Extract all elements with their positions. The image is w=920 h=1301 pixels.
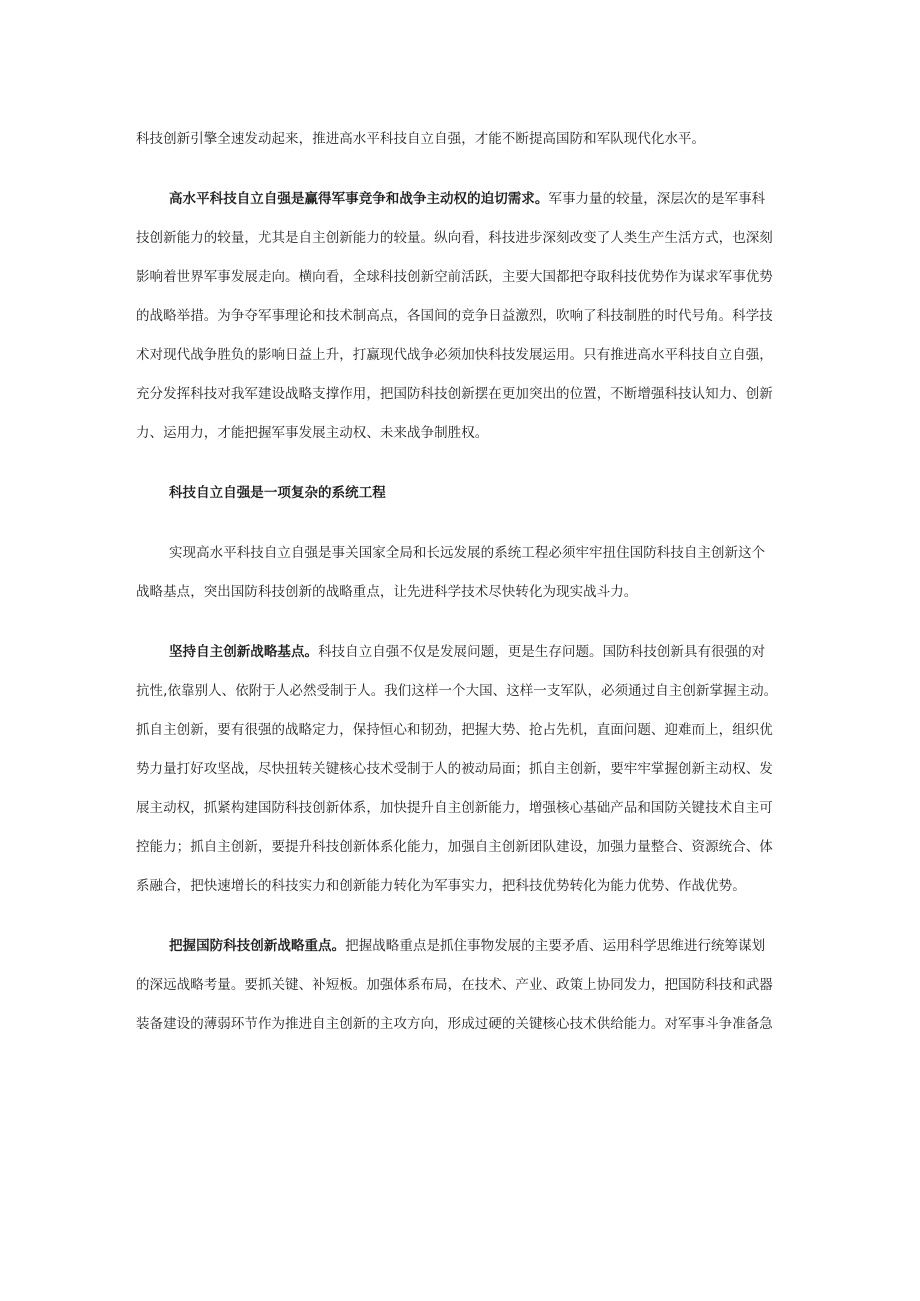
text-line: 科技创新引擎全速发动起来，推进高水平科技自立自强，才能不断提高国防和军队现代化水平。	[136, 131, 706, 147]
paragraph	[136, 534, 796, 612]
paragraph-lead: 高水平科技自立自强是赢得军事竞争和战争主动权的迫切需求。	[169, 191, 549, 207]
text-line: 战略基点，突出国防科技创新的战略重点，让先进科学技术尽快转化为现实战斗力。	[136, 584, 638, 600]
text-line: 抗性,依靠别人、依附于人必然受制于人。我们这样一个大国、这样一支军队，必须通过自主创新掌握主动。	[136, 683, 778, 699]
text-line: 系融合，把快速增长的科技实力和创新能力转化为军事实力，把科技优势转化为能力优势、作战优势。	[136, 878, 746, 894]
text-line: 展主动权，抓紧构建国防科技创新体系，加快提升自主创新能力，增强核心基础产品和国防关键技术自主可	[136, 800, 773, 816]
text-line: 控能力；抓自主创新，要提升科技创新体系化能力，加强自主创新团队建设，加强力量整合、资源统合、体	[136, 839, 773, 855]
text-span: 军事力量的较量，深层次的是军事科	[548, 191, 766, 207]
text-line: 影响着世界军事发展走向。横向看，全球科技创新空前活跃，主要大国都把夺取科技优势作为谋求军事优势	[136, 269, 773, 285]
text-line: 术对现代战争胜负的影响日益上升，打赢现代战争必须加快科技发展运用。只有推进高水平科技自立自强，	[136, 347, 773, 363]
text-line: 技创新能力的较量，尤其是自主创新能力的较量。纵向看，科技进步深刻改变了人类生产生活方式，也深刻	[136, 230, 773, 246]
document-body	[136, 120, 796, 1044]
text-line: 势力量打好攻坚战，尽快扭转关键核心技术受制于人的被动局面；抓自主创新，要牢牢掌握创新主动权、发	[136, 761, 773, 777]
text-line	[136, 180, 796, 219]
text-line: 装备建设的薄弱环节作为推进自主创新的主攻方向，形成过硬的关键核心技术供给能力。对军事斗争准备急	[136, 1016, 773, 1032]
paragraph	[136, 180, 796, 453]
text-line: 抓自主创新，要有很强的战略定力，保持恒心和韧劲，把握大势、抢占先机，直面问题、迎难而上，组织优	[136, 722, 773, 738]
section-heading: 科技自立自强是一项复杂的系统工程	[169, 485, 386, 501]
text-line: 实现高水平科技自立自强是事关国家全局和长远发展的系统工程必须牢牢扭住国防科技自主创新这个	[169, 545, 766, 561]
paragraph-lead: 坚持自主创新战略基点。	[169, 644, 319, 660]
text-span: 把握战略重点是抓住事物发展的主要矛盾、运用科学思维进行统筹谋划	[345, 938, 766, 954]
text-line: 的战略举措。为争夺军事理论和技术制高点，各国间的竞争日益激烈，吹响了科技制胜的时代号角。科学技	[136, 308, 773, 324]
text-line: 充分发挥科技对我军建设战略支撑作用，把国防科技创新摆在更加突出的位置，不断增强科技认知力、创新	[136, 386, 773, 402]
paragraph	[136, 120, 796, 159]
text-line	[136, 633, 796, 672]
paragraph-lead: 把握国防科技创新战略重点。	[169, 938, 346, 954]
text-line	[136, 927, 796, 966]
text-span: 科技自立自强不仅是发展问题，更是生存问题。国防科技创新具有很强的对	[318, 644, 766, 660]
paragraph	[136, 927, 796, 1044]
paragraph	[136, 633, 796, 906]
text-line: 力、运用力，才能把握军事发展主动权、未来战争制胜权。	[136, 425, 489, 441]
text-line: 的深远战略考量。要抓关键、补短板。加强体系布局，在技术、产业、政策上协同发力，把国防科技和武器	[136, 977, 773, 993]
